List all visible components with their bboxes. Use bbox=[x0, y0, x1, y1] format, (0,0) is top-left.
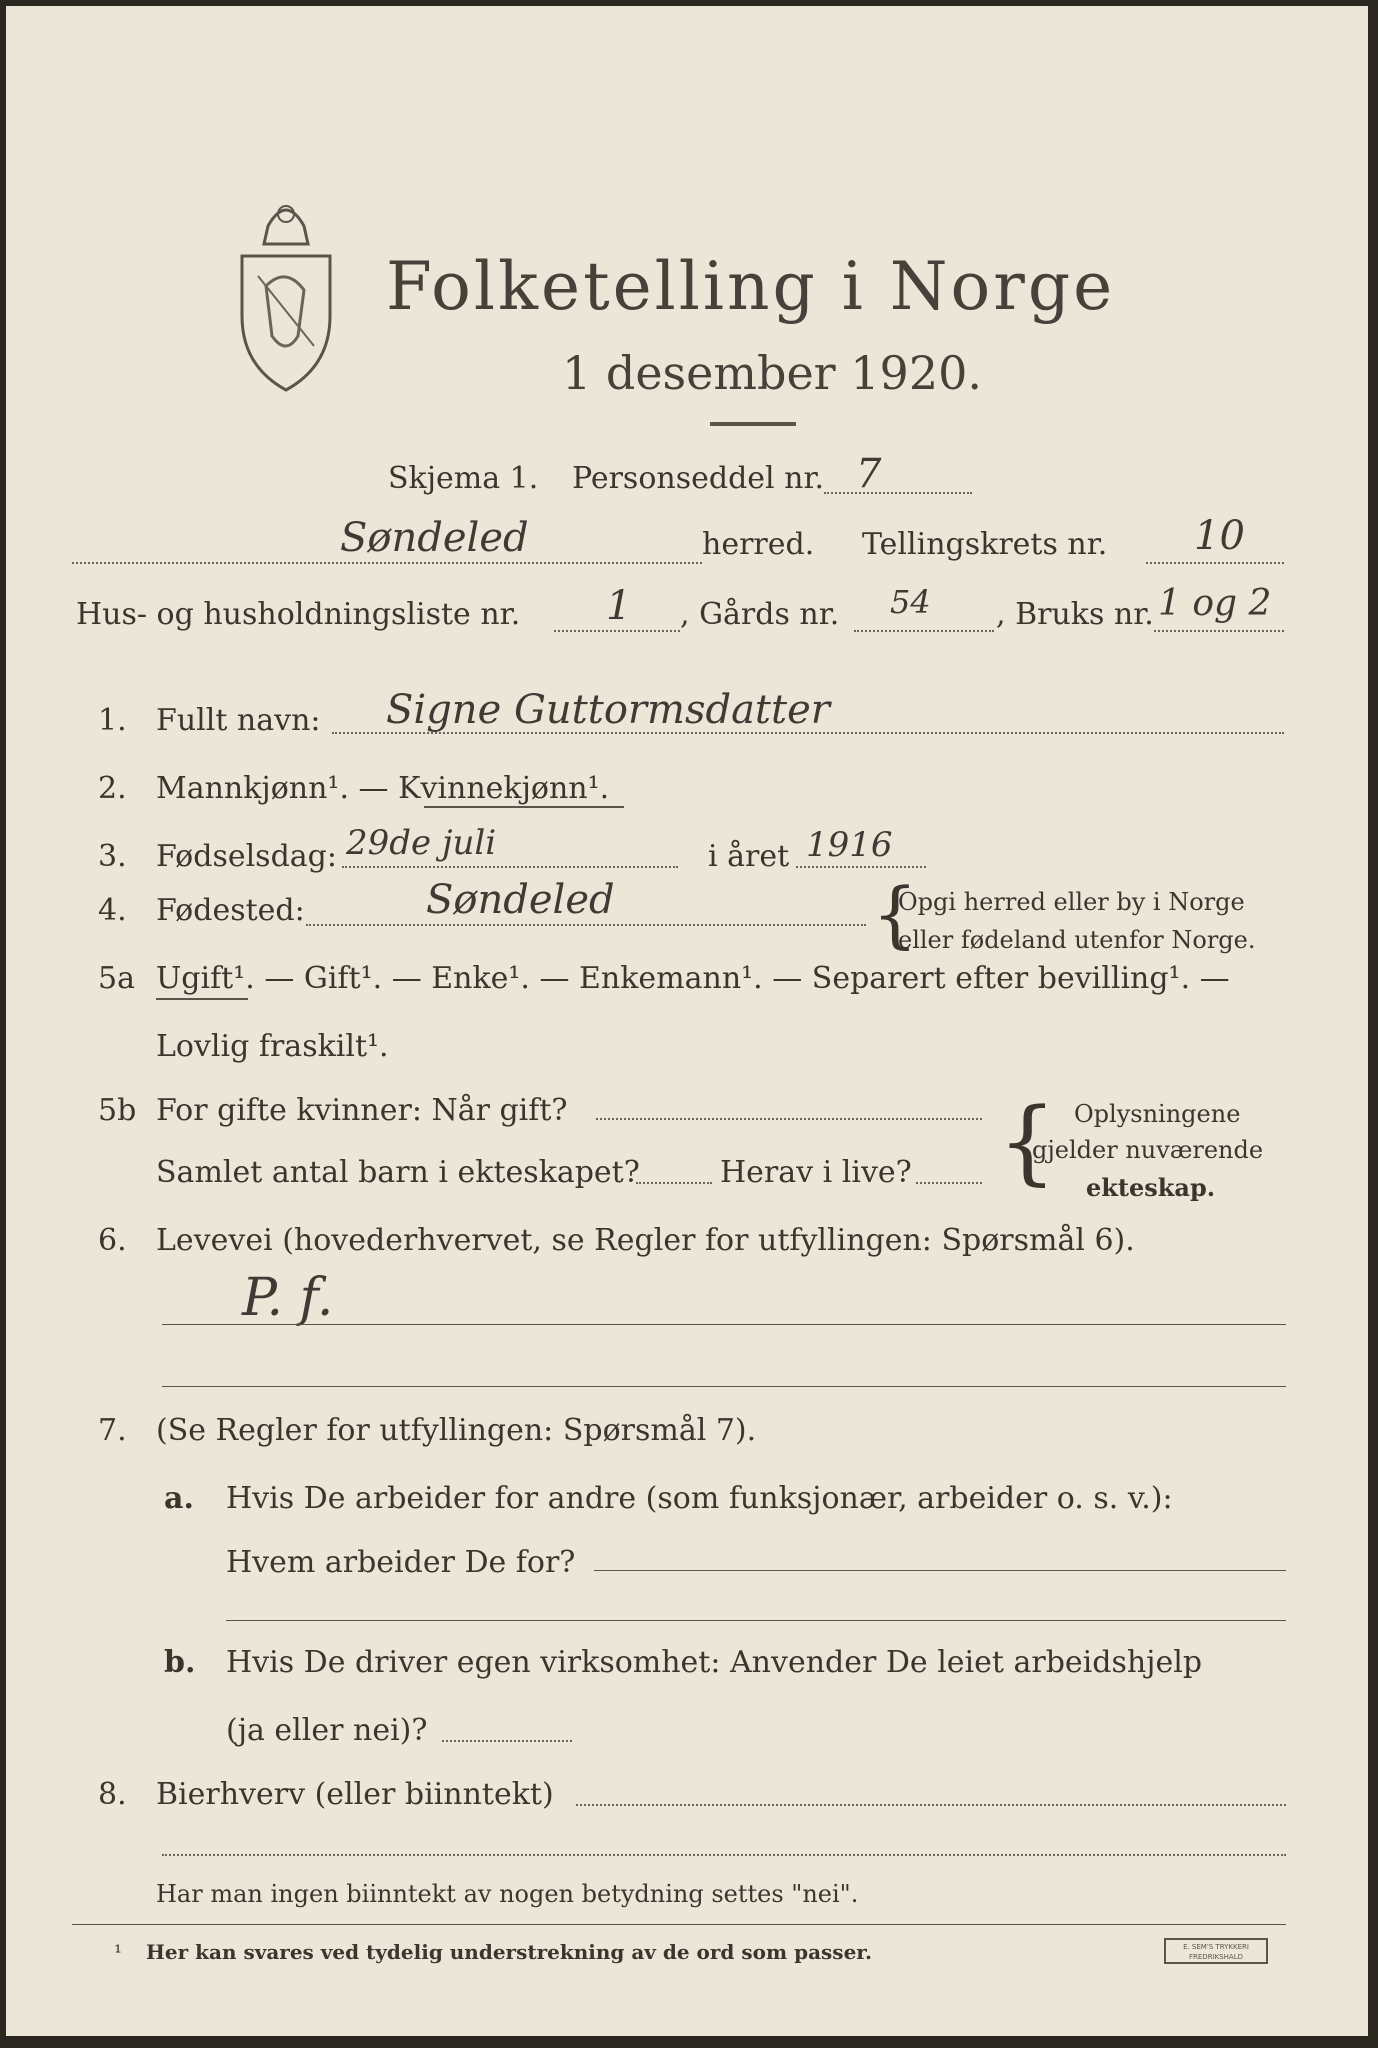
married-when-label: For gifte kvinner: Når gift? bbox=[156, 1093, 568, 1128]
full-name-value: Signe Guttormsdatter bbox=[386, 687, 830, 733]
herred-label: herred. bbox=[702, 527, 815, 562]
hus-value: 1 bbox=[606, 583, 632, 629]
q5b-number: 5b bbox=[98, 1093, 137, 1128]
occupation-field-2[interactable] bbox=[162, 1386, 1286, 1387]
marriage-note-line2: gjelder nuværende bbox=[1032, 1136, 1264, 1164]
occupation-label: Levevei (hovederhvervet, se Regler for utfyllingen: Spørsmål 6). bbox=[156, 1223, 1135, 1258]
birthplace-field[interactable] bbox=[306, 924, 866, 926]
tellingskrets-value: 10 bbox=[1194, 513, 1245, 559]
gender-options[interactable]: Mannkjønn¹. — Kvinnekjønn¹. bbox=[156, 771, 610, 806]
footnote-mark: ¹ bbox=[114, 1940, 123, 1964]
marriage-note-line3: ekteskap. bbox=[1086, 1173, 1216, 1202]
q1-label: Fullt navn: bbox=[156, 703, 321, 738]
q2-number: 2. bbox=[98, 771, 127, 806]
herred-value: Søndeled bbox=[340, 515, 529, 561]
marital-status-options-cont[interactable]: Lovlig fraskilt¹. bbox=[156, 1029, 389, 1064]
q3-number: 3. bbox=[98, 839, 127, 874]
bruks-field[interactable] bbox=[1154, 630, 1284, 632]
gards-value: 54 bbox=[890, 583, 931, 621]
q7a-line1: Hvis De arbeider for andre (som funksjonær, arbeider o. s. v.): bbox=[226, 1481, 1173, 1516]
children-total-label: Samlet antal barn i ekteskapet? bbox=[156, 1155, 640, 1190]
birthday-value: 29de juli bbox=[346, 823, 497, 863]
q8-number: 8. bbox=[98, 1777, 127, 1812]
q7-number: 7. bbox=[98, 1413, 127, 1448]
hus-label: Hus- og husholdningsliste nr. bbox=[76, 597, 521, 632]
gards-label: , Gårds nr. bbox=[680, 597, 840, 632]
tellingskrets-label: Tellingskrets nr. bbox=[862, 527, 1108, 562]
full-name-field[interactable] bbox=[332, 732, 1284, 734]
children-total-field[interactable] bbox=[636, 1182, 712, 1184]
employer-field-2[interactable] bbox=[226, 1620, 1286, 1621]
hus-field[interactable] bbox=[554, 630, 680, 632]
birthplace-value: Søndeled bbox=[426, 877, 615, 923]
form-date: 1 desember 1920. bbox=[562, 346, 982, 400]
bruks-label: , Bruks nr. bbox=[996, 597, 1154, 632]
footer-rule bbox=[72, 1924, 1286, 1925]
side-income-field-2[interactable] bbox=[162, 1854, 1286, 1856]
birthplace-note-line1: Opgi herred eller by i Norge bbox=[898, 888, 1245, 916]
tellingskrets-field[interactable] bbox=[1146, 562, 1284, 564]
title-rule bbox=[710, 422, 796, 426]
q4-label: Fødested: bbox=[156, 893, 305, 928]
q7b-line1: Hvis De driver egen virksomhet: Anvender De leiet arbeidshjelp bbox=[226, 1645, 1203, 1680]
children-alive-field[interactable] bbox=[916, 1182, 982, 1184]
printer-stamp-text: E. SEM'S TRYKKERI FREDRIKSHALD bbox=[1183, 1943, 1249, 1961]
marriage-note-brace: { bbox=[998, 1088, 1057, 1195]
herred-field[interactable] bbox=[72, 562, 702, 564]
q6-number: 6. bbox=[98, 1223, 127, 1258]
form-title: Folketelling i Norge bbox=[386, 248, 1116, 325]
hired-help-field[interactable] bbox=[442, 1740, 572, 1742]
no-side-income-note: Har man ingen biinntekt av nogen betydning settes "nei". bbox=[156, 1880, 859, 1908]
marriage-note-line1: Oplysningene bbox=[1074, 1100, 1241, 1128]
birth-year-field[interactable] bbox=[796, 866, 926, 868]
personseddel-value: 7 bbox=[856, 451, 882, 497]
q7b-line2: (ja eller nei)? bbox=[226, 1713, 428, 1748]
birthday-field[interactable] bbox=[342, 866, 678, 868]
birth-year-value: 1916 bbox=[806, 825, 893, 865]
q3-label: Fødselsdag: bbox=[156, 839, 337, 874]
birthplace-note-brace: { bbox=[872, 872, 918, 956]
side-income-label: Bierhverv (eller biinntekt) bbox=[156, 1777, 554, 1812]
printer-stamp bbox=[1164, 1938, 1268, 1964]
census-form-page bbox=[6, 6, 1368, 2036]
occupation-value: P. f. bbox=[242, 1268, 334, 1328]
birthplace-note-line2: eller fødeland utenfor Norge. bbox=[898, 926, 1256, 954]
q4-number: 4. bbox=[98, 893, 127, 928]
children-alive-label: Herav i live? bbox=[720, 1155, 912, 1190]
occupation-field-1[interactable] bbox=[162, 1324, 1286, 1325]
q7a-line2: Hvem arbeider De for? bbox=[226, 1545, 576, 1580]
schema-label: Skjema 1. bbox=[388, 461, 539, 496]
q1-number: 1. bbox=[98, 703, 127, 738]
bruks-value: 1 og 2 bbox=[1158, 583, 1272, 624]
q7b-letter: b. bbox=[164, 1645, 196, 1680]
side-income-field-1[interactable] bbox=[576, 1804, 1286, 1806]
footnote-text: Her kan svares ved tydelig understrekning av de ord som passer. bbox=[146, 1940, 872, 1964]
gards-field[interactable] bbox=[854, 630, 994, 632]
employer-field-1[interactable] bbox=[594, 1570, 1286, 1571]
married-when-field[interactable] bbox=[596, 1118, 982, 1120]
kvinnekjonn-underline bbox=[424, 806, 624, 808]
marital-status-options[interactable]: Ugift¹. — Gift¹. — Enke¹. — Enkemann¹. — Separert efter bevilling¹. — bbox=[156, 961, 1230, 996]
personseddel-field[interactable] bbox=[824, 492, 972, 494]
year-label: i året bbox=[708, 839, 790, 874]
ugift-underline bbox=[156, 998, 248, 1000]
q5a-number: 5a bbox=[98, 961, 135, 996]
personseddel-label: Personseddel nr. bbox=[572, 461, 825, 496]
q7a-letter: a. bbox=[164, 1481, 194, 1516]
q7-label: (Se Regler for utfyllingen: Spørsmål 7). bbox=[156, 1413, 757, 1448]
coat-of-arms-icon bbox=[228, 186, 344, 392]
